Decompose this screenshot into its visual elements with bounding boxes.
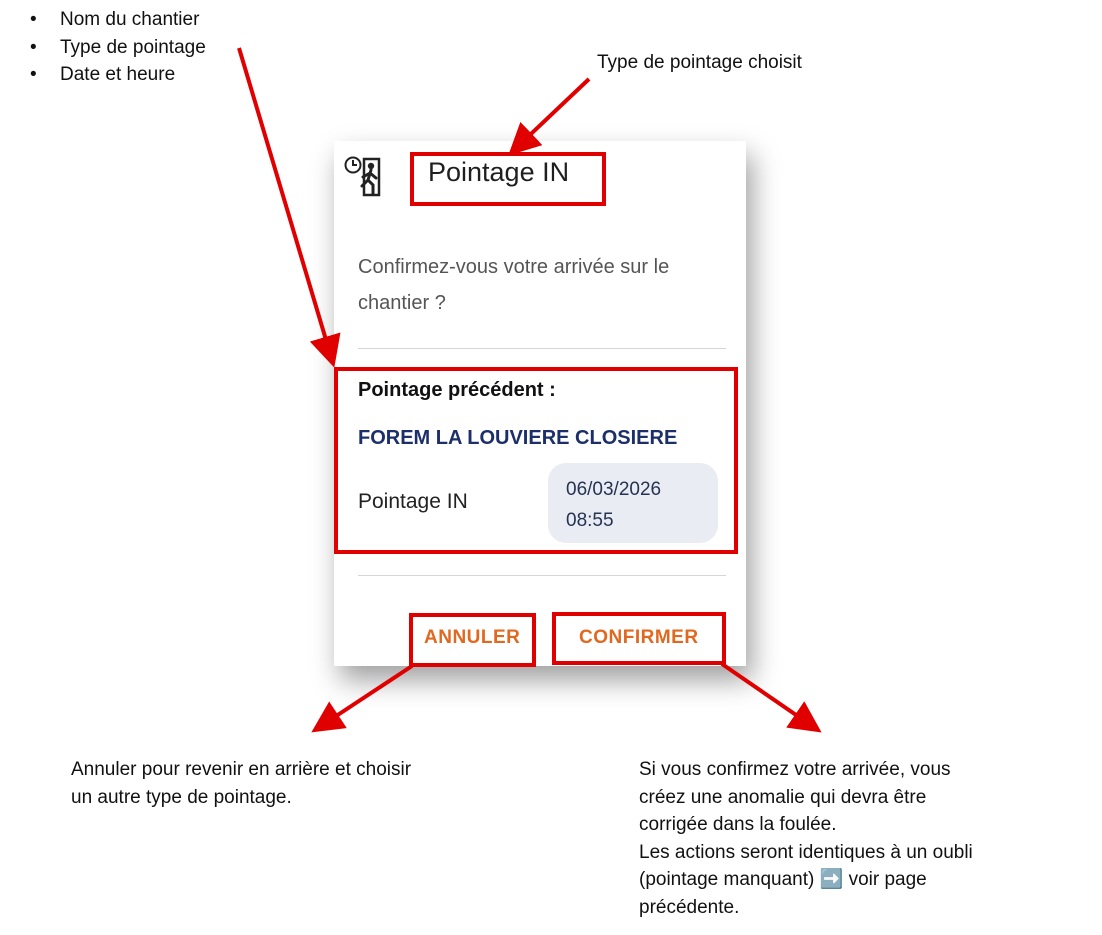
annotation-line: Si vous confirmez votre arrivée, vous [639, 759, 951, 780]
previous-date: 06/03/2026 [566, 479, 662, 500]
previous-pointage-type: Pointage IN [358, 490, 468, 513]
annotation-line: corrigée dans la foulée. [639, 814, 837, 835]
dialog-title: Pointage IN [428, 157, 570, 187]
bullet-item: • Nom du chantier [30, 6, 206, 34]
annotation-confirm [639, 756, 1059, 921]
arrow-from-cancel [318, 666, 412, 728]
question-line: chantier ? [358, 292, 446, 314]
annotation-cancel [71, 756, 491, 811]
annotation-text: (pointage manquant) [639, 869, 815, 890]
bullet-item: • Type de pointage [30, 34, 206, 62]
previous-time: 08:55 [566, 510, 614, 531]
annotation-line: Les actions seront identiques à un oubli [639, 841, 973, 863]
cancel-button[interactable]: ANNULER [424, 627, 521, 648]
question-line: Confirmez-vous votre arrivée sur le [358, 256, 670, 278]
site-name: FOREM LA LOUVIERE CLOSIERE [358, 427, 678, 449]
annotation-text: voir page [848, 869, 927, 890]
annotation-line: créez une anomalie qui devra être [639, 786, 927, 808]
annotation-line: un autre type de pointage. [71, 786, 292, 808]
annotation-line: Annuler pour revenir en arrière et choisir [71, 759, 412, 780]
right-arrow-icon: ➡️ [819, 869, 844, 890]
arrow-to-previous [239, 48, 332, 360]
annotation-line [639, 866, 1059, 894]
arrow-from-confirm [722, 664, 815, 728]
previous-pointage-label: Pointage précédent : [358, 379, 556, 401]
bullet-item: • Date et heure [30, 61, 206, 89]
annotation-type-chosen: Type de pointage choisit [597, 52, 802, 73]
annotation-line: précédente. [639, 896, 740, 918]
arrow-to-title [514, 79, 589, 150]
confirm-button[interactable]: CONFIRMER [579, 627, 699, 648]
